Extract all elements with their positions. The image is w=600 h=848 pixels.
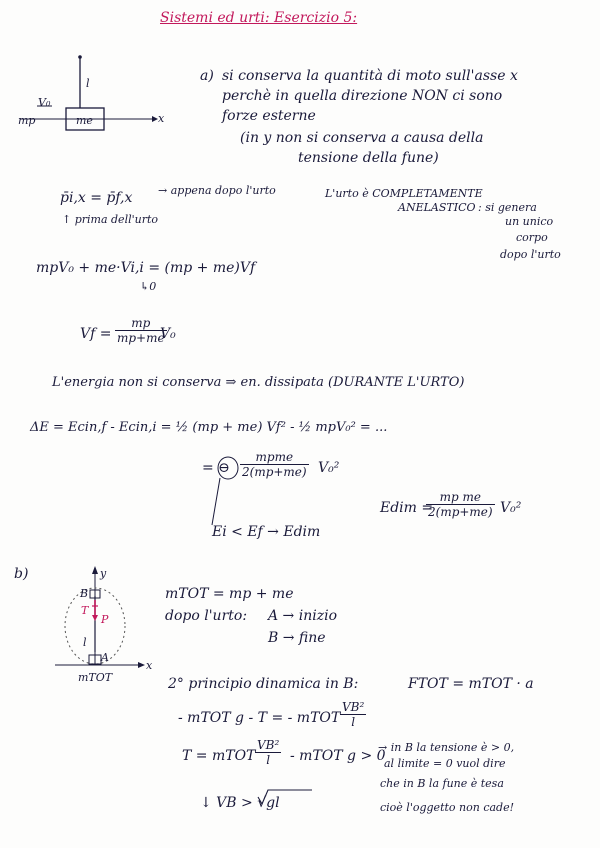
fig-a-l: l — [86, 77, 90, 90]
delta-e: ΔE = Ecin,f - Ecin,i = ½ (mp + me) Vf² - ½ mpV₀² = ... — [30, 420, 388, 435]
momentum-conservation: p̄i,x = p̄f,x — [60, 190, 133, 206]
eq-b2-num: VB² — [257, 738, 280, 752]
energy-line: L'energia non si conserva ⇒ en. dissipata (DURANTE L'URTO) — [52, 375, 465, 390]
before-collision-note: ↑ prima dell'urto — [62, 213, 159, 226]
energy-inequality: Ei < Ef → Edim — [212, 524, 321, 540]
eq-b2-den: l — [266, 753, 271, 767]
eq-b1-den: l — [351, 715, 356, 729]
vf-rhs: V₀ — [160, 326, 176, 342]
part-a-line-1: si conserva la quantità di moto sull'asse x — [222, 68, 518, 84]
collision-note-1: : si genera — [478, 201, 537, 214]
collision-note-4: dopo l'urto — [500, 248, 561, 261]
edim-den: 2(mp+me) — [428, 505, 493, 519]
eq2-rhs: V₀² — [318, 460, 340, 476]
a-start: A → inizio — [268, 608, 337, 624]
eq-b1-num: VB² — [342, 700, 365, 714]
fig-a-x: x — [158, 112, 165, 125]
fig-b-weight: P — [101, 613, 109, 626]
dynamics-principle: 2° principio dinamica in B: — [168, 676, 359, 692]
fig-b-x: x — [146, 659, 153, 672]
edim-fraction — [426, 490, 495, 519]
page-title: Sistemi ed urti: Esercizio 5: — [160, 10, 358, 26]
collision-type-2: ANELASTICO — [398, 201, 476, 214]
eq-b2-fraction — [255, 738, 281, 767]
eq-b2-rhs: - mTOT g > 0 — [290, 748, 386, 764]
eq2-prefix: = ⊖ — [202, 460, 230, 476]
collision-type-1: L'urto è COMPLETAMENTE — [325, 187, 483, 200]
vf-fraction — [115, 316, 167, 345]
eq2-num: mpme — [240, 450, 309, 465]
note-2: al limite = 0 vuol dire — [384, 757, 506, 770]
eq-b1: - mTOT g - T = - mTOT — [178, 710, 341, 726]
momentum-equation: mpV₀ + me·Vi,i = (mp + me)Vf — [36, 260, 256, 276]
velocity-result: ↓ VB > √gl — [200, 795, 280, 811]
fig-b-A: A — [101, 651, 109, 664]
eq-b2-lhs: T = mTOT — [182, 748, 256, 764]
fig-a-mp: mp — [18, 114, 36, 127]
collision-note-3: corpo — [516, 231, 548, 244]
note-3: che in B la fune è tesa — [380, 777, 504, 790]
after-collision: dopo l'urto: — [165, 608, 248, 624]
eq2-den: 2(mp+me) — [242, 465, 307, 479]
part-a-line-2: perchè in quella direzione NON ci sono — [222, 88, 503, 104]
fig-b-y: y — [100, 567, 107, 580]
mtot-eq: mTOT = mp + me — [165, 586, 294, 602]
edim-num: mp me — [426, 490, 495, 505]
fig-b-tension: T — [81, 604, 89, 617]
part-a-label: a) — [200, 68, 214, 84]
eq-b1-fraction — [340, 700, 366, 729]
fig-b-B: B — [80, 587, 89, 600]
vf-lhs: Vf = — [80, 326, 112, 342]
part-b-label: b) — [14, 566, 29, 582]
note-4: cioè l'oggetto non cade! — [380, 801, 515, 814]
edim-lhs: Edim = — [380, 500, 434, 516]
ftot-eq: FTOT = mTOT · a — [408, 676, 534, 692]
part-a-line-5: tensione della fune) — [298, 150, 439, 166]
edim-rhs: V₀² — [500, 500, 522, 516]
eq2-fraction — [240, 450, 309, 479]
momentum-zero: ↳0 — [140, 280, 157, 293]
after-collision-note: → appena dopo l'urto — [158, 184, 276, 197]
fig-a-v0: V₀ — [38, 96, 51, 109]
vf-num: mp — [115, 316, 167, 331]
fig-a-me: me — [76, 114, 93, 127]
note-1: → in B la tensione è > 0, — [378, 741, 515, 754]
part-a-line-3: forze esterne — [222, 108, 316, 124]
fig-b-l: l — [83, 636, 87, 649]
fig-b-mtot: mTOT — [78, 671, 113, 684]
part-a-line-4: (in y non si conserva a causa della — [240, 130, 484, 146]
vf-den: mp+me — [117, 331, 165, 345]
b-end: B → fine — [268, 630, 326, 646]
collision-note-2: un unico — [505, 215, 554, 228]
